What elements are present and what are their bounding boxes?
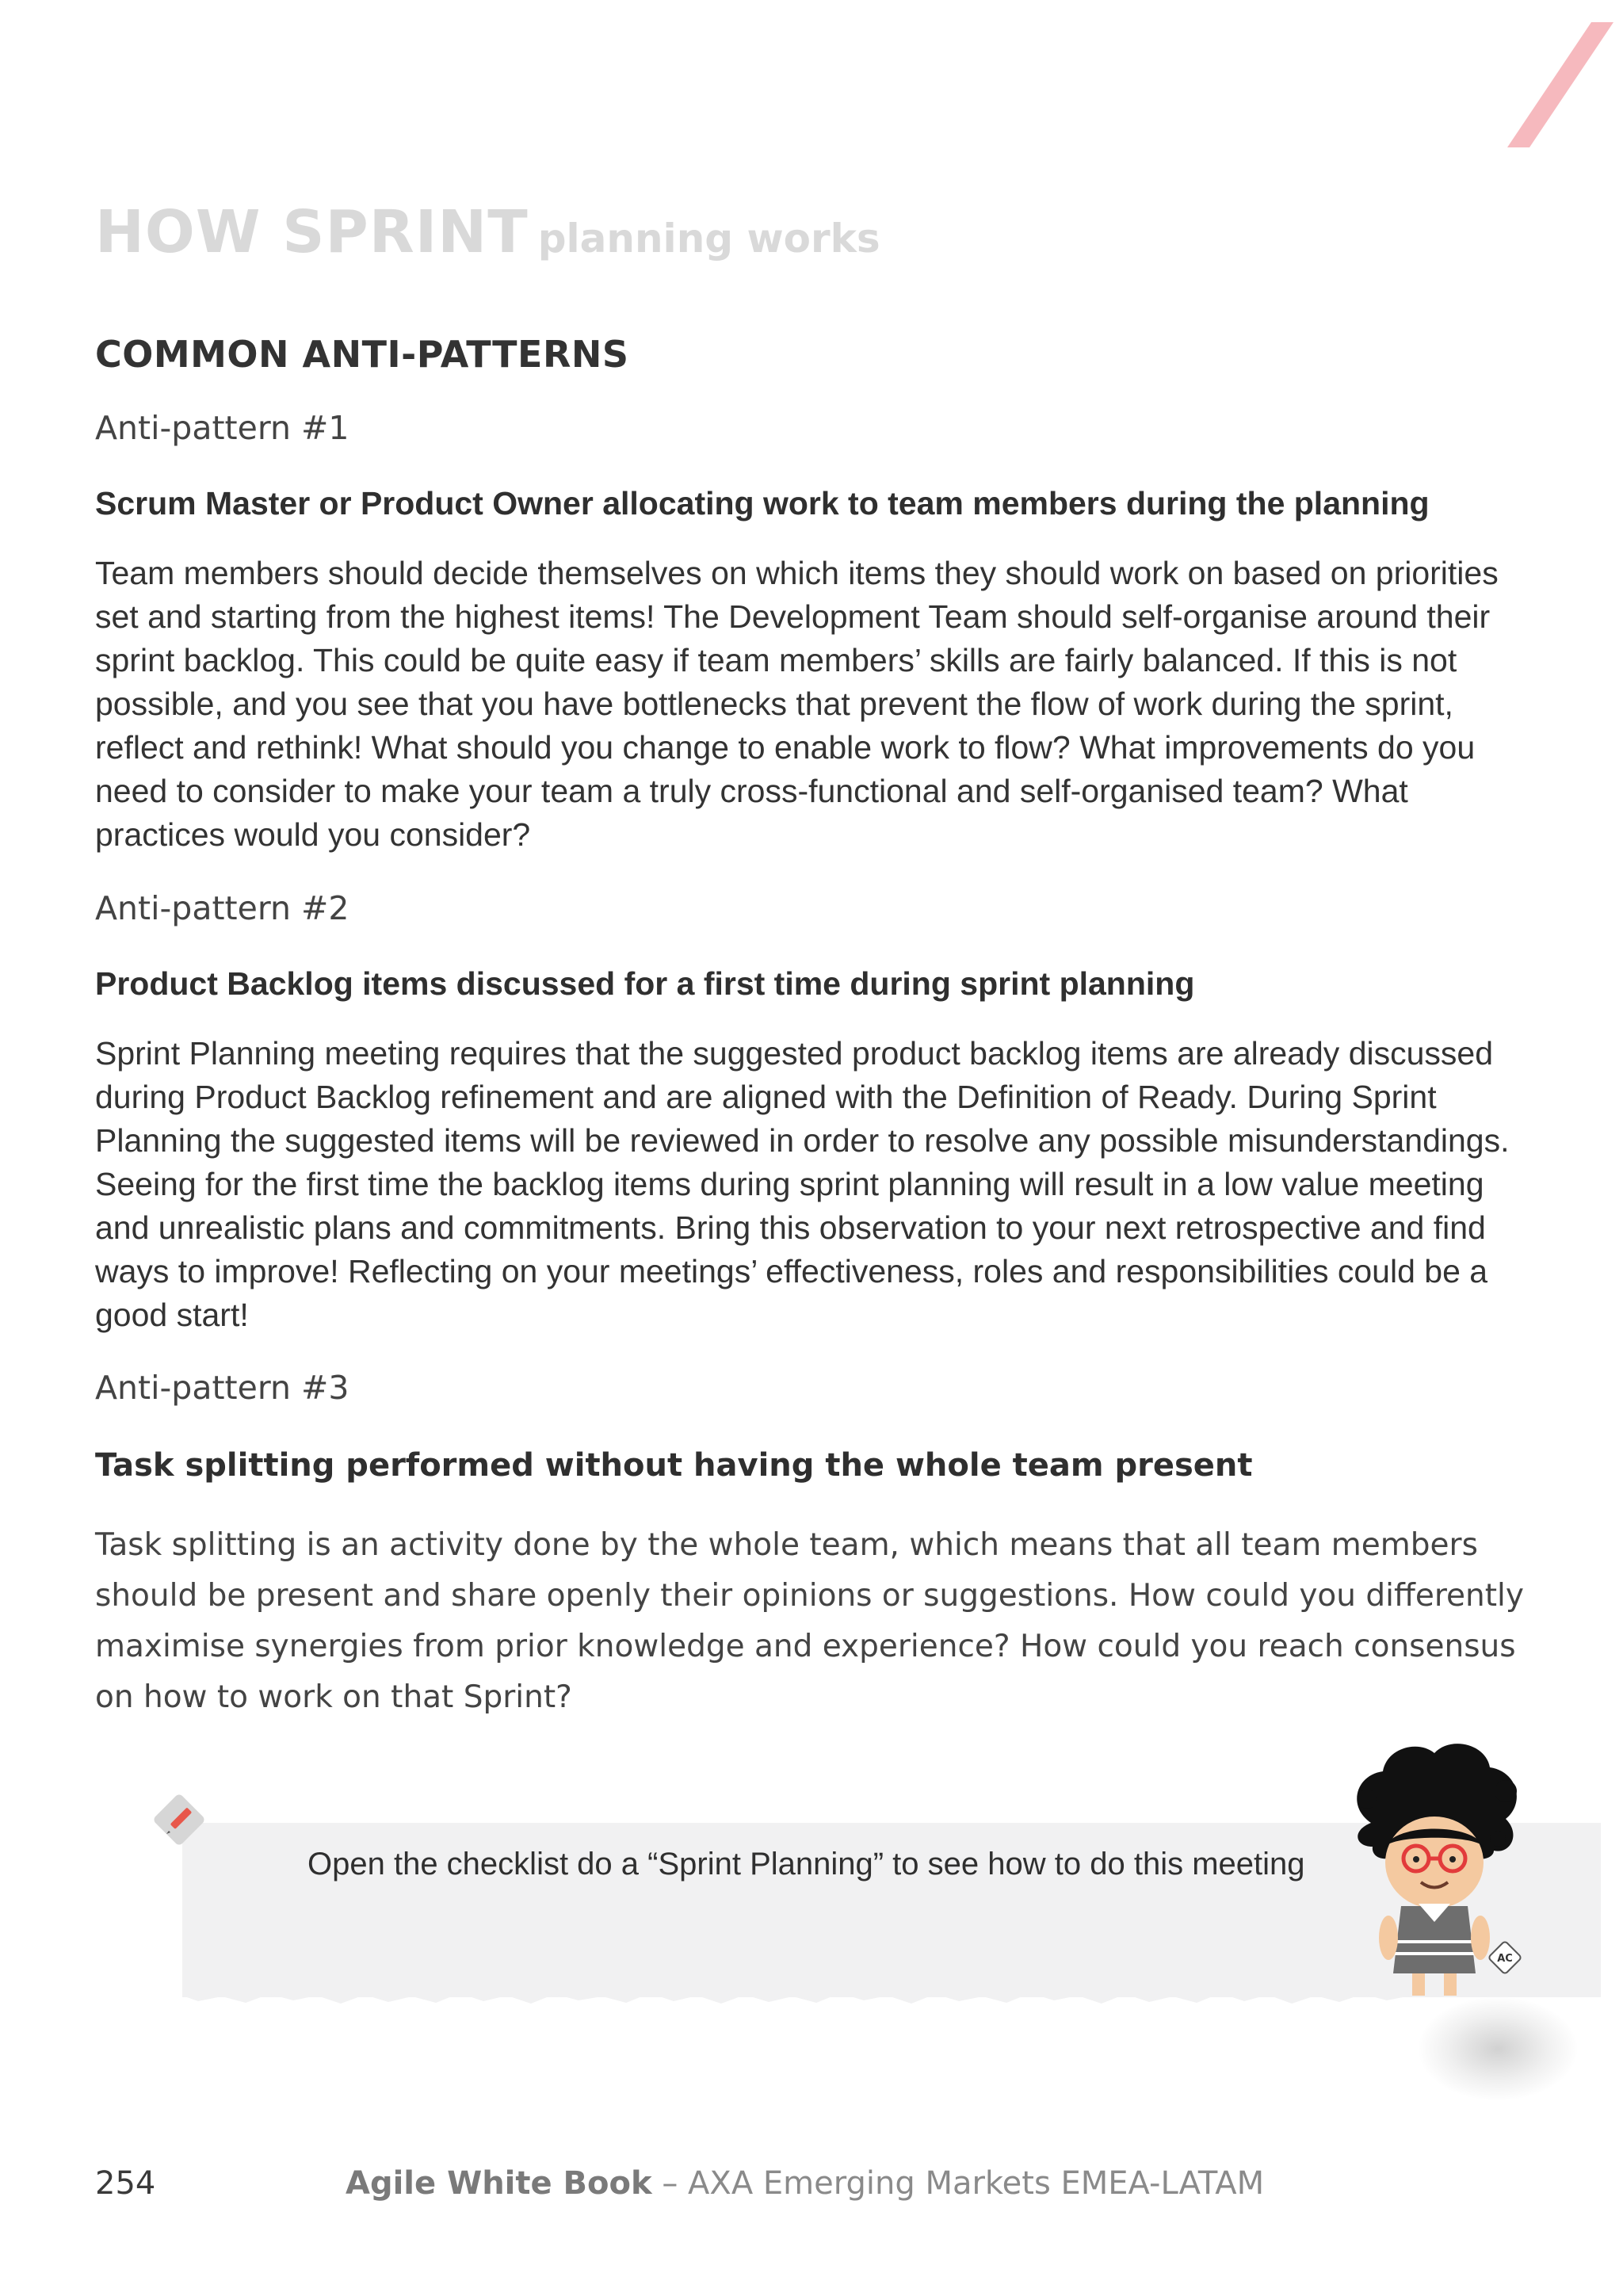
anti-pattern-label: Anti-pattern #3: [95, 1369, 349, 1407]
torn-edge: [182, 1981, 1411, 2013]
section-heading: COMMON ANTI-PATTERNS: [95, 333, 629, 376]
footer-separator: –: [651, 2165, 689, 2202]
anti-pattern-body: Sprint Planning meeting requires that the suggested product backlog items are already discussed during Product Backlog refinement and are aligned with the Definition of Ready. During Sprint Planning the suggested items will be reviewed in order to resolve any possible misunderstandings. Seeing for the first time the backlog items during sprint planning will result in a low value meeting and unrealistic plans and commitments. Bring this observation to your next retrospective and find ways to improve! Reflecting on your meetings’ effectiveness, roles and responsibilities could be a good start!: [95, 1035, 1510, 1333]
mascot-illustration: [1339, 1736, 1529, 1997]
page-number: 254: [95, 2165, 156, 2202]
footer: [346, 2165, 1264, 2202]
anti-pattern-label: Anti-pattern #2: [95, 889, 349, 927]
mascot-badge: AC: [1497, 1953, 1513, 1965]
anti-pattern-body: Team members should decide themselves on which items they should work on based on priorities set and starting from the highest items! The Development Team should self-organise around their sprint backlog. This could be quite easy if team members’ skills are fairly balanced. If this is not possible, and you see that you have bottlenecks that prevent the flow of work during the sprint, reflect and rethink! What should you change to enable work to flow? What improvements do you need to consider to make your team a truly cross-functional and self-organised team? What practices would you consider?: [95, 555, 1499, 853]
footer-subtitle: AXA Emerging Markets EMEA-LATAM: [688, 2165, 1265, 2202]
page-title: [95, 198, 880, 266]
footer-book-title: Agile White Book: [346, 2165, 652, 2202]
mascot-shadow: [1419, 1997, 1577, 2100]
anti-pattern-title: Product Backlog items discussed for a first time during sprint planning: [95, 965, 1195, 1002]
anti-pattern-title: Task splitting performed without having the whole team present: [95, 1447, 1253, 1484]
anti-pattern-label: Anti-pattern #1: [95, 409, 349, 447]
decorative-slash: [1490, 16, 1617, 151]
anti-pattern-body: Task splitting is an activity done by the whole team, which means that all team members should be present and share openly their opinions or suggestions. How could you differently maximise synergies from prior knowledge and experience? How could you reach consensus on how to work on that Sprint?: [95, 1527, 1524, 1715]
anti-pattern-title: Scrum Master or Product Owner allocating work to team members during the planning: [95, 485, 1430, 521]
pencil-icon: [149, 1790, 209, 1850]
page-title-sub: planning works: [537, 216, 880, 262]
callout-text: Open the checklist do a “Sprint Planning” to see how to do this meeting: [307, 1847, 1305, 1881]
page-title-main: HOW SPRINT: [95, 198, 529, 266]
